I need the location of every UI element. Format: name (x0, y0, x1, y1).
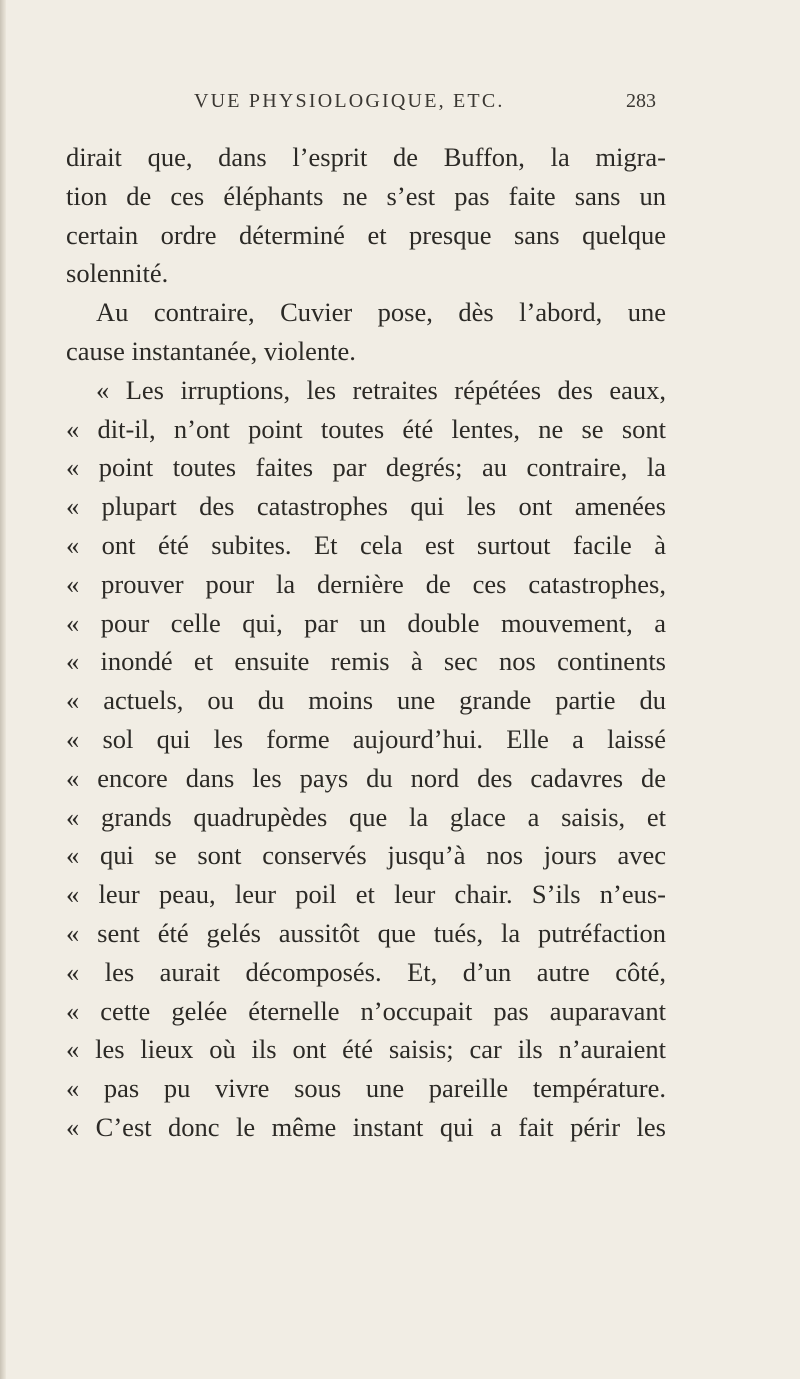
text-line: « actuels, ou du moins une grande partie du (66, 685, 666, 716)
text-line: certain ordre déterminé et presque sans quelque (66, 219, 666, 250)
text-line: « pas pu vivre sous une pareille température. (66, 1073, 666, 1104)
page-number: 283 (626, 90, 656, 112)
running-title: VUE PHYSIOLOGIQUE, ETC. (194, 90, 505, 112)
text-line: « dit-il, n’ont point toutes été lentes, ne se sont (66, 413, 666, 444)
text-line: « grands quadrupèdes que la glace a saisis, et (66, 801, 666, 832)
body-text (66, 138, 666, 1147)
text-line: cause instantanée, violente. (66, 335, 356, 366)
text-line: « les lieux où ils ont été saisis; car ils n’auraient (66, 1034, 666, 1065)
text-line: « cette gelée éternelle n’occupait pas auparavant (66, 995, 666, 1026)
text-line: « sent été gelés aussitôt que tués, la putréfaction (66, 917, 666, 948)
text-line: « pour celle qui, par un double mouvement, a (66, 607, 666, 638)
text-line: « leur peau, leur poil et leur chair. S’ils n’eus- (66, 879, 666, 910)
text-line: « les aurait décomposés. Et, d’un autre côté, (66, 956, 666, 987)
text-line: « qui se sont conservés jusqu’à nos jours avec (66, 840, 666, 871)
text-line: « point toutes faites par degrés; au contraire, la (66, 452, 666, 483)
running-header (66, 90, 656, 122)
text-line: « ont été subites. Et cela est surtout facile à (66, 529, 666, 560)
text-line: « inondé et ensuite remis à sec nos continents (66, 646, 666, 677)
text-line: tion de ces éléphants ne s’est pas faite sans un (66, 180, 666, 211)
text-line: Au contraire, Cuvier pose, dès l’abord, une (96, 297, 666, 328)
text-line: « sol qui les forme aujourd’hui. Elle a laissé (66, 723, 666, 754)
text-line: solennité. (66, 258, 169, 289)
text-line: « Les irruptions, les retraites répétées des eaux, (96, 374, 666, 405)
text-line: « encore dans les pays du nord des cadavres de (66, 762, 666, 793)
page-edge (0, 0, 6, 1379)
text-line: dirait que, dans l’esprit de Buffon, la migra- (66, 142, 666, 172)
text-line: « C’est donc le même instant qui a fait périr les (66, 1111, 666, 1142)
text-line: « prouver pour la dernière de ces catastrophes, (66, 568, 666, 599)
text-line: « plupart des catastrophes qui les ont amenées (66, 491, 666, 522)
